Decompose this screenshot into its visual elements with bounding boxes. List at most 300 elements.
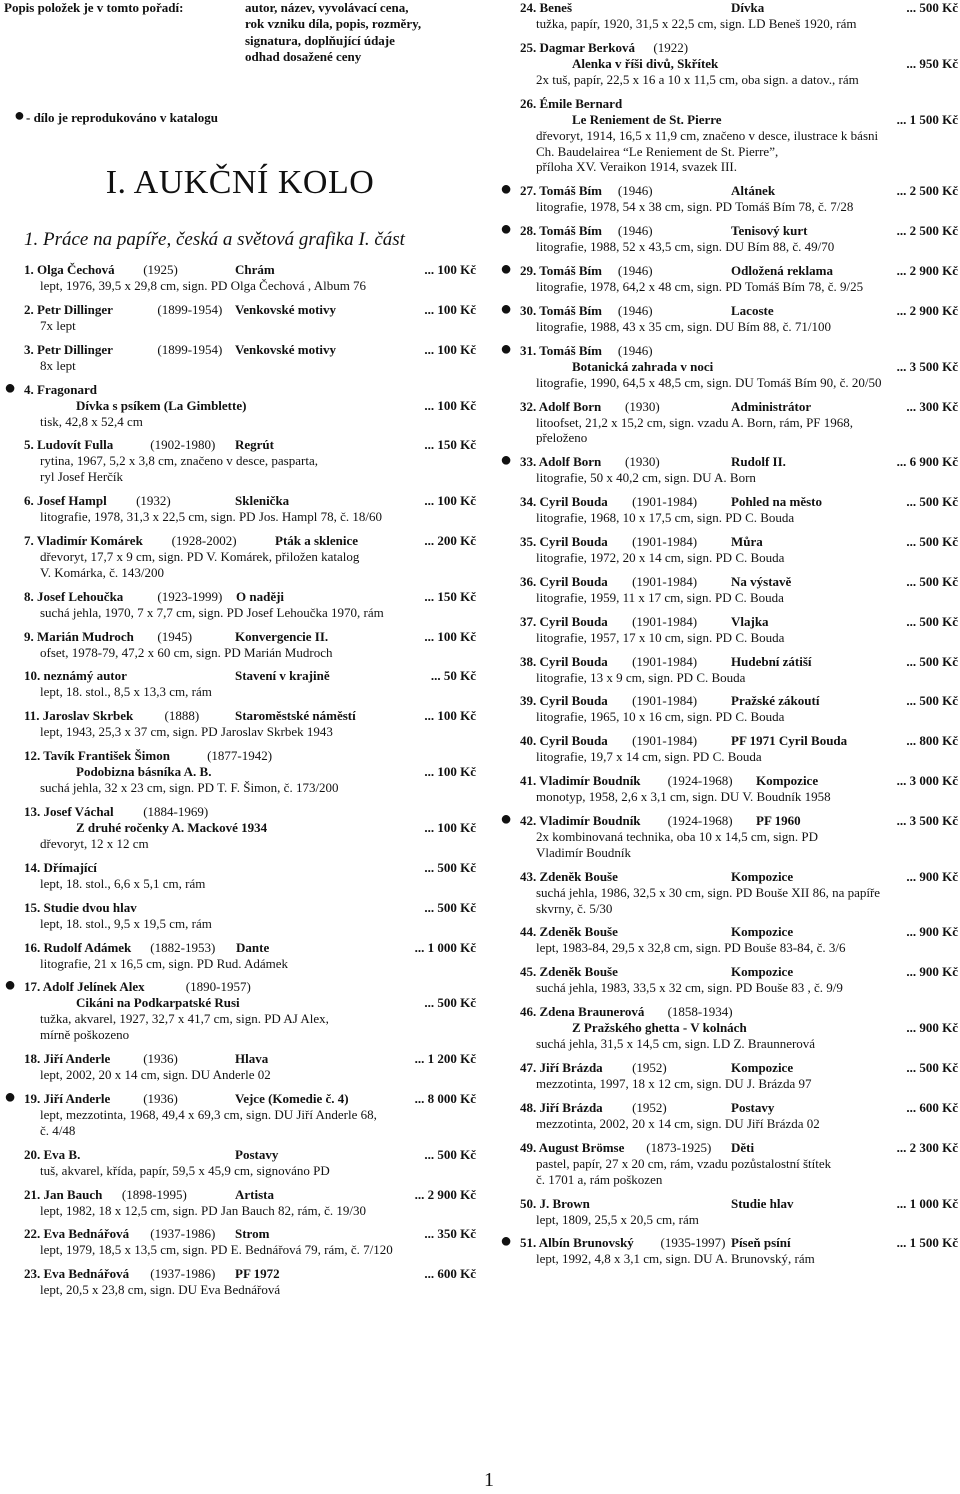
lot-author: 36. Cyril Bouda — [520, 573, 608, 589]
lot-price: ... 500 Kč — [424, 859, 476, 875]
lot-years: (1936) — [143, 1051, 178, 1067]
lot-price: ... 100 Kč — [424, 397, 476, 413]
lot-years: (1901-1984) — [632, 494, 698, 510]
lot-years: (1928-2002) — [171, 533, 237, 549]
lot-header-line — [24, 1051, 476, 1067]
lot-header-line — [24, 1091, 476, 1107]
lot-years: (1898-1995) — [121, 1186, 187, 1202]
lot-details: tužka, papír, 1920, 31,5 x 22,5 cm, sign. LD Beneš 1920, rám — [536, 16, 857, 31]
lot-price: ... 6 900 Kč — [896, 454, 958, 470]
lot-price: ... 2 900 Kč — [414, 1186, 476, 1202]
lot-entry — [500, 337, 958, 391]
lot-years: (1873-1925) — [646, 1139, 712, 1155]
lot-entry — [4, 748, 476, 796]
lot-title: Vejce (Komedie č. 4) — [235, 1091, 349, 1107]
lot-price: ... 3 500 Kč — [896, 813, 958, 829]
lot-entry — [500, 773, 958, 805]
lot-header-line — [520, 1235, 958, 1251]
reproduced-bullet-icon: ● — [4, 376, 17, 399]
lot-details: 2x tuš, papír, 22,5 x 16 a 10 x 11,5 cm, oba sign. a datov., rám — [536, 71, 859, 87]
lot-entry — [500, 178, 958, 215]
left-column — [4, 0, 476, 1306]
lot-header-line — [520, 1060, 958, 1076]
lot-title: Dívka s psíkem (La Gimblette) — [76, 397, 247, 413]
lot-details: litografie, 1968, 10 x 17,5 cm, sign. PD C. Bouda — [536, 510, 795, 526]
lot-details: mezzotinta, 2002, 20 x 14 cm, sign. DU Jiří Brázda 02 — [536, 1115, 820, 1131]
lot-author: 4. Fragonard — [24, 381, 97, 397]
lot-entry — [500, 733, 958, 765]
lot-title-line — [520, 56, 958, 72]
bullet-icon: ● — [14, 105, 25, 125]
lot-price: ... 500 Kč — [906, 534, 958, 550]
lot-author: 31. Tomáš Bím — [520, 342, 602, 358]
lot-price: ... 600 Kč — [424, 1266, 476, 1282]
lot-details: litografie, 21 x 16,5 cm, sign. PD Rud. Adámek — [40, 955, 289, 971]
lot-details: litografie, 1978, 64,2 x 48 cm, sign. PD Tomáš Bím 78, č. 9/25 — [536, 279, 864, 295]
lot-years: (1946) — [617, 183, 653, 199]
reproduced-bullet-icon: ● — [500, 297, 513, 320]
lot-price: ... 500 Kč — [906, 653, 958, 669]
lot-entry — [500, 964, 958, 996]
lot-title: Altánek — [731, 183, 776, 199]
lot-price: ... 1 000 Kč — [896, 1195, 958, 1211]
lot-title: Alenka v říši divů, Skřítek — [572, 55, 719, 71]
lot-entry — [500, 654, 958, 686]
reproduced-bullet-icon: ● — [500, 258, 513, 281]
lot-author: 3. Petr Dillinger — [24, 341, 113, 357]
lot-price: ... 900 Kč — [906, 924, 958, 940]
lot-details: dřevoryt, 1914, 16,5 x 11,9 cm, značeno v desce, ilustrace k básni Ch. Baudelairea “Le Reniement de St. Pierre”, příloha XV. Veraikon 1914, svazek III. — [536, 127, 879, 175]
lot-author: 34. Cyril Bouda — [520, 494, 608, 510]
lot-header-line — [520, 693, 958, 709]
lot-title: Studie hlav — [731, 1195, 794, 1211]
lot-header-line — [520, 96, 958, 112]
lot-details: litografie, 1965, 10 x 16 cm, sign. PD C. Bouda — [536, 709, 785, 725]
lot-details: lept, 1976, 39,5 x 29,8 cm, sign. PD Olga Čechová , Album 76 — [40, 278, 367, 293]
lot-author: 40. Cyril Bouda — [520, 733, 608, 749]
lot-header-line — [24, 668, 476, 684]
lot-title: Staroměstské náměstí — [235, 708, 356, 724]
lot-author: 28. Tomáš Bím — [520, 223, 602, 239]
lot-title-line — [24, 995, 476, 1011]
lot-entry — [500, 614, 958, 646]
lot-entry — [4, 1147, 476, 1179]
lot-years: (1935-1997) — [660, 1235, 726, 1251]
lot-title: Kompozice — [731, 964, 794, 980]
lot-entry — [4, 804, 476, 852]
lot-details: litografie, 50 x 40,2 cm, sign. DU A. Born — [536, 470, 756, 486]
lot-years: (1882-1953) — [150, 939, 216, 955]
lot-entry — [4, 668, 476, 700]
lot-author: 43. Zdeněk Bouše — [520, 868, 618, 884]
reproduced-bullet-icon: ● — [500, 449, 513, 472]
lot-title: Dante — [236, 939, 270, 955]
lot-header-line — [520, 40, 958, 56]
lot-years: (1946) — [617, 223, 653, 239]
lot-price: ... 2 500 Kč — [896, 183, 958, 199]
reproduced-bullet-icon: ● — [500, 808, 513, 831]
lot-title: Tenisový kurt — [731, 223, 808, 239]
lot-years: (1945) — [157, 628, 193, 644]
reproduced-bullet-icon: ● — [500, 1230, 513, 1253]
lot-entry — [4, 493, 476, 525]
lot-details: suchá jehla, 1983, 33,5 x 32 cm, sign. PD Bouše 83 , č. 9/9 — [536, 980, 843, 996]
lot-entry — [500, 258, 958, 295]
lot-author: 38. Cyril Bouda — [520, 653, 608, 669]
lot-entry — [500, 808, 958, 861]
lot-details: lept, 1809, 25,5 x 20,5 cm, rám — [536, 1211, 699, 1227]
lot-title: Artista — [235, 1186, 274, 1202]
lot-header-line — [24, 342, 476, 358]
lot-author: 48. Jiří Brázda — [520, 1099, 603, 1115]
lot-author: 26. Émile Bernard — [520, 95, 623, 111]
lot-years: (1858-1934) — [667, 1004, 733, 1020]
lot-author: 7. Vladimír Komárek — [24, 533, 143, 549]
lot-entry — [500, 218, 958, 255]
lot-header-line — [520, 574, 958, 590]
lot-header-line — [520, 924, 958, 940]
lot-header-line — [24, 1266, 476, 1282]
lot-details: tisk, 42,8 x 52,4 cm — [40, 413, 143, 429]
lot-author: 17. Adolf Jelínek Alex — [24, 979, 145, 995]
lot-header-line — [24, 940, 476, 956]
reproduction-legend — [4, 105, 476, 140]
lot-author: 27. Tomáš Bím — [520, 183, 602, 199]
lot-years: (1901-1984) — [632, 534, 698, 550]
lot-details: 8x lept — [40, 357, 76, 373]
lot-author: 39. Cyril Bouda — [520, 693, 608, 709]
lot-header-line — [520, 1004, 958, 1020]
lot-header-line — [24, 589, 476, 605]
lot-entry — [500, 534, 958, 566]
lot-author: 46. Zdena Braunerová — [520, 1004, 645, 1020]
lot-price: ... 2 900 Kč — [896, 263, 958, 279]
lot-author: 5. Ludovít Fulla — [24, 437, 114, 453]
lot-entry — [500, 0, 958, 32]
lot-years: (1902-1980) — [150, 437, 216, 453]
lot-entry — [500, 1140, 958, 1188]
lot-header-line — [24, 382, 476, 398]
reproduced-bullet-icon: ● — [500, 178, 513, 201]
lot-header-line — [24, 629, 476, 645]
lot-years: (1884-1969) — [143, 804, 209, 820]
lot-years: (1901-1984) — [632, 613, 698, 629]
lot-title-line — [24, 398, 476, 414]
lot-header-line — [520, 614, 958, 630]
lot-header-line — [520, 733, 958, 749]
lot-entry — [500, 297, 958, 335]
lot-author: 10. neznámý autor — [24, 668, 127, 684]
lot-price: ... 50 Kč — [430, 668, 476, 684]
order-field-line: rok vzniku díla, popis, rozměry, — [245, 16, 422, 32]
legend-text: - dílo je reprodukováno v katalogu — [26, 110, 219, 125]
lot-price: ... 900 Kč — [906, 964, 958, 980]
lot-header-line — [520, 534, 958, 550]
lot-entry — [4, 708, 476, 740]
lot-author: 23. Eva Bednářová — [24, 1266, 130, 1282]
lot-header-line — [24, 262, 476, 278]
lot-title: Z druhé ročenky A. Mackové 1934 — [76, 820, 268, 836]
lot-title: Lacoste — [731, 302, 774, 318]
lot-years: (1899-1954) — [157, 301, 223, 317]
order-field-line: signatura, doplňující údaje — [245, 32, 395, 48]
lot-header-line — [520, 454, 958, 470]
lot-title: Sklenička — [235, 493, 290, 509]
lot-title: Venkovské motivy — [235, 341, 337, 357]
reproduced-bullet-icon: ● — [500, 218, 513, 241]
lot-author: 37. Cyril Bouda — [520, 613, 608, 629]
lot-price: ... 2 500 Kč — [896, 223, 958, 239]
lot-price: ... 100 Kč — [424, 820, 476, 836]
lot-title: Konvergencie II. — [235, 628, 329, 644]
lot-list-right — [500, 0, 958, 1267]
lot-price: ... 3 500 Kč — [896, 358, 958, 374]
lot-header-line — [24, 708, 476, 724]
lot-details: litografie, 1972, 20 x 14 cm, sign. PD C. Bouda — [536, 550, 785, 566]
lot-title-line — [520, 1020, 958, 1036]
lot-author: 16. Rudolf Adámek — [24, 939, 132, 955]
lot-entry — [4, 1226, 476, 1258]
lot-years: (1888) — [164, 708, 200, 724]
lot-author: 24. Beneš — [520, 0, 572, 15]
lot-price: ... 1 200 Kč — [414, 1051, 476, 1067]
lot-entry — [4, 437, 476, 485]
lot-author: 2. Petr Dillinger — [24, 301, 113, 317]
lot-author: 49. August Brömse — [520, 1139, 625, 1155]
lot-title: Kompozice — [731, 1060, 794, 1076]
lot-price: ... 600 Kč — [906, 1099, 958, 1115]
lot-years: (1901-1984) — [632, 653, 698, 669]
lot-author: 11. Jaroslav Skrbek — [24, 708, 134, 724]
lot-details: litografie, 1978, 54 x 38 cm, sign. PD Tomáš Bím 78, č. 7/28 — [536, 199, 854, 215]
lot-title: Kompozice — [731, 868, 794, 884]
lot-details: litografie, 1988, 43 x 35 cm, sign. DU Bím 88, č. 71/100 — [536, 318, 832, 334]
lot-author: 6. Josef Hampl — [24, 493, 107, 509]
lot-author: 18. Jiří Anderle — [24, 1051, 111, 1067]
lot-price: ... 3 000 Kč — [896, 773, 958, 789]
lot-entry — [500, 449, 958, 486]
lot-details: litografie, 13 x 9 cm, sign. PD C. Bouda — [536, 669, 746, 685]
lot-title: PF 1971 Cyril Bouda — [731, 733, 848, 749]
lot-price: ... 100 Kč — [424, 493, 476, 509]
lot-years: (1877-1942) — [207, 748, 273, 764]
lot-title: Hudební zátiší — [731, 653, 812, 669]
lot-details: mezzotinta, 1997, 18 x 12 cm, sign. DU J. Brázda 97 — [536, 1076, 812, 1092]
auction-round-title: I. AUKČNÍ KOLO — [105, 164, 375, 201]
lot-details: litografie, 1957, 17 x 10 cm, sign. PD C. Bouda — [536, 629, 785, 645]
lot-header-line — [520, 654, 958, 670]
lot-header-line — [24, 1147, 476, 1163]
lot-title: Kompozice — [731, 924, 794, 940]
lot-details: tuš, akvarel, křída, papír, 59,5 x 45,9 cm, signováno PD — [40, 1162, 330, 1178]
lot-years: (1925) — [143, 262, 178, 277]
lot-price: ... 1 500 Kč — [896, 111, 958, 127]
lot-title: Podobizna básníka A. B. — [76, 764, 212, 780]
lot-entry — [500, 1060, 958, 1092]
lot-price: ... 1 500 Kč — [896, 1235, 958, 1251]
lot-details: suchá jehla, 31,5 x 14,5 cm, sign. LD Z. Braunnerová — [536, 1036, 816, 1052]
lot-details: litoofset, 21,2 x 15,2 cm, sign. vzadu A. Born, rám, PF 1968, přeloženo — [536, 414, 854, 446]
lot-title: Cikáni na Podkarpatské Rusi — [76, 995, 240, 1011]
lot-years: (1901-1984) — [632, 573, 698, 589]
lot-author: 13. Josef Váchal — [24, 804, 114, 820]
lot-header-line — [520, 1196, 958, 1212]
order-field-line: autor, název, vyvolávací cena, — [245, 0, 409, 15]
lot-price: ... 1 000 Kč — [414, 939, 476, 955]
lot-title: PF 1960 — [756, 813, 801, 829]
lot-details: lept, 18. stol., 8,5 x 13,3 cm, rám — [40, 684, 212, 700]
lot-title: Rudolf II. — [731, 454, 786, 470]
lot-header-line — [24, 860, 476, 876]
lot-details: 7x lept — [40, 317, 76, 333]
lot-entry — [4, 900, 476, 932]
lot-title: Můra — [731, 534, 763, 550]
lot-details: suchá jehla, 1970, 7 x 7,7 cm, sign. PD Josef Lehoučka 1970, rám — [40, 604, 384, 620]
lot-header-line — [24, 533, 476, 549]
lot-entry — [4, 629, 476, 661]
lot-details: litografie, 19,7 x 14 cm, sign. PD C. Bouda — [536, 749, 762, 765]
lot-years: (1901-1984) — [632, 733, 698, 749]
lot-entry — [500, 1004, 958, 1052]
lot-entry — [500, 869, 958, 917]
reproduced-bullet-icon: ● — [4, 1086, 17, 1109]
lot-author: 44. Zdeněk Bouše — [520, 924, 618, 940]
lot-title-line — [24, 764, 476, 780]
lot-details: litografie, 1959, 11 x 17 cm, sign. PD C. Bouda — [536, 589, 784, 605]
lot-entry — [500, 1100, 958, 1132]
lot-title: Strom — [235, 1226, 270, 1242]
lot-list-left — [4, 262, 476, 1298]
order-field-line: odhad dosažené ceny — [245, 49, 362, 65]
lot-entry — [500, 40, 958, 88]
lot-price: ... 500 Kč — [424, 995, 476, 1011]
right-column — [500, 0, 958, 1275]
lot-years: (1924-1968) — [667, 773, 733, 789]
lot-title: Z Pražského ghetta - V kolnách — [572, 1020, 747, 1036]
lot-entry — [4, 1187, 476, 1219]
lot-title-line — [520, 359, 958, 375]
lot-title: Chrám — [235, 262, 275, 277]
lot-details: lept, 1982, 18 x 12,5 cm, sign. PD Jan Bauch 82, rám, č. 19/30 — [40, 1202, 367, 1218]
lot-entry — [500, 574, 958, 606]
lot-title: Hlava — [235, 1051, 269, 1067]
lot-title: Regrút — [235, 437, 274, 453]
lot-details: lept, 1983-84, 29,5 x 32,8 cm, sign. PD Bouše 83-84, č. 3/6 — [536, 940, 846, 956]
lot-header-line — [24, 1226, 476, 1242]
lot-years: (1936) — [143, 1091, 178, 1107]
lot-price: ... 100 Kč — [424, 708, 476, 724]
reproduced-bullet-icon: ● — [500, 337, 513, 360]
lot-years: (1890-1957) — [185, 979, 251, 995]
lot-author: 15. Studie dvou hlav — [24, 899, 137, 915]
lot-author: 50. J. Brown — [520, 1195, 590, 1211]
lot-entry — [4, 974, 476, 1043]
lot-price: ... 100 Kč — [424, 301, 476, 317]
lot-years: (1922) — [653, 39, 689, 55]
lot-title: Píseň psíní — [731, 1235, 791, 1251]
lot-title: Postavy — [731, 1099, 775, 1115]
lot-price: ... 500 Kč — [906, 494, 958, 510]
lot-header-line — [520, 343, 958, 359]
lot-title: Pražské zákoutí — [731, 693, 820, 709]
lot-title: Pohled na město — [731, 494, 822, 510]
lot-title: Venkovské motivy — [235, 301, 337, 317]
lot-header-line — [520, 869, 958, 885]
lot-author: 9. Marián Mudroch — [24, 628, 134, 644]
catalog-header — [4, 0, 476, 100]
lot-header-line — [520, 263, 958, 279]
lot-title: Děti — [731, 1139, 755, 1155]
lot-header-line — [520, 223, 958, 239]
lot-entry — [4, 940, 476, 972]
lot-author: 45. Zdeněk Bouše — [520, 964, 618, 980]
lot-header-line — [520, 494, 958, 510]
lot-author: 1. Olga Čechová — [24, 262, 115, 277]
lot-author: 22. Eva Bednářová — [24, 1226, 130, 1242]
lot-details: tužka, akvarel, 1927, 32,7 x 41,7 cm, sign. PD AJ Alex, mírně poškozeno — [40, 1011, 329, 1043]
lot-price: ... 900 Kč — [906, 868, 958, 884]
lot-author: 25. Dagmar Berková — [520, 39, 635, 55]
lot-price: ... 2 300 Kč — [896, 1139, 958, 1155]
lot-entry — [500, 399, 958, 447]
lot-years: (1924-1968) — [667, 813, 733, 829]
lot-header-line — [520, 303, 958, 319]
lot-header-line — [24, 804, 476, 820]
lot-header-line — [520, 964, 958, 980]
lot-entry — [500, 96, 958, 176]
lot-author: 8. Josef Lehoučka — [24, 588, 124, 604]
lot-entry — [4, 589, 476, 621]
lot-years: (1930) — [625, 454, 660, 470]
lot-title: Le Reniement de St. Pierre — [572, 111, 722, 127]
lot-author: 35. Cyril Bouda — [520, 534, 608, 550]
lot-details: 2x kombinovaná technika, oba 10 x 14,5 cm, sign. PD Vladimír Boudník — [536, 829, 818, 860]
lot-years: (1952) — [632, 1099, 667, 1115]
lot-header-line — [520, 1140, 958, 1156]
lot-header-line — [24, 437, 476, 453]
lot-header-line — [520, 1100, 958, 1116]
lot-details: suchá jehla, 1986, 32,5 x 30 cm, sign. PD Bouše XII 86, na papíře skvrny, č. 5/30 — [536, 884, 881, 916]
lot-price: ... 2 900 Kč — [896, 302, 958, 318]
lot-details: pastel, papír, 27 x 20 cm, rám, vzadu pozůstalostní štítek č. 1701 a, rám poškozen — [536, 1155, 832, 1187]
lot-details: ofset, 1978-79, 47,2 x 60 cm, sign. PD Marián Mudroch — [40, 644, 333, 660]
lot-price: ... 150 Kč — [424, 437, 476, 453]
lot-details: lept, 20,5 x 23,8 cm, sign. DU Eva Bednářová — [40, 1282, 281, 1298]
lot-header-line — [24, 900, 476, 916]
lot-header-line — [24, 748, 476, 764]
lot-price: ... 800 Kč — [906, 733, 958, 749]
lot-entry — [500, 1230, 958, 1267]
lot-details: rytina, 1967, 5,2 x 3,8 cm, značeno v desce, pasparta, ryl Josef Herčík — [40, 453, 318, 485]
lot-price: ... 500 Kč — [906, 573, 958, 589]
lot-header-line — [520, 399, 958, 415]
lot-price: ... 900 Kč — [906, 1020, 958, 1036]
lot-details: lept, 18. stol., 6,6 x 5,1 cm, rám — [40, 875, 206, 891]
lot-price: ... 500 Kč — [906, 693, 958, 709]
lot-author: 47. Jiří Brázda — [520, 1060, 603, 1076]
lot-header-line — [24, 979, 476, 995]
lot-header-line — [520, 183, 958, 199]
lot-price: ... 200 Kč — [424, 533, 476, 549]
lot-price: ... 500 Kč — [906, 613, 958, 629]
lot-header-line — [520, 773, 958, 789]
lot-entry — [4, 1086, 476, 1139]
lot-title-line — [24, 820, 476, 836]
lot-title: Postavy — [235, 1146, 279, 1162]
lot-header-line — [520, 0, 958, 16]
lot-author: 21. Jan Bauch — [24, 1186, 103, 1202]
lot-years: (1946) — [617, 263, 653, 279]
